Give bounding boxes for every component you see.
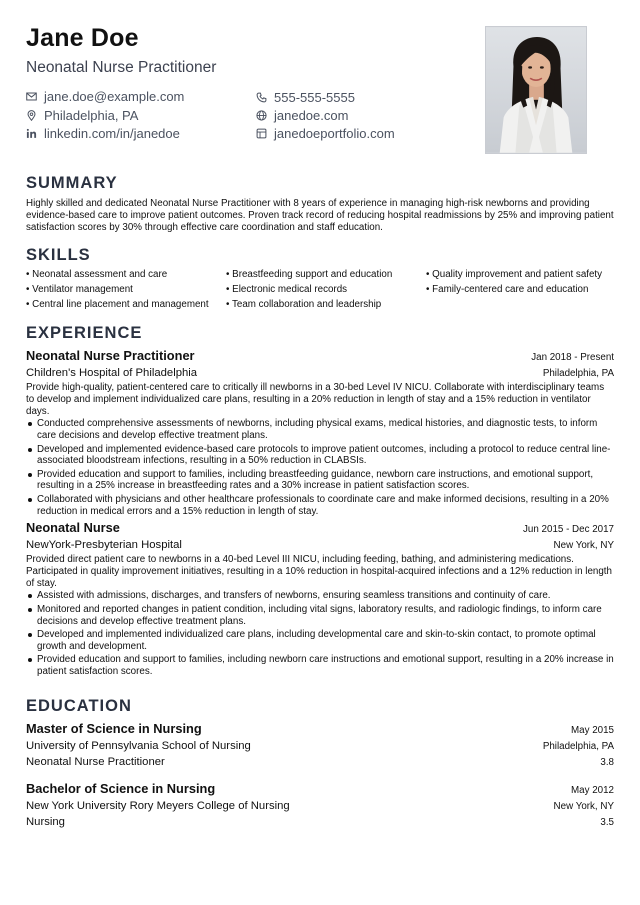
website-text: janedoe.com (274, 107, 349, 123)
gpa-value: 3.8 (600, 757, 614, 768)
degree-date: May 2012 (570, 785, 614, 796)
job-bullet: Provided education and support to families, including breastfeeding guidance, newborn care instructions, and emotional support, resulting in a 25% increase in breastfeeding rates and a 30% increase in patient satisfaction scores. (26, 469, 614, 492)
skill-item: • Central line placement and management (26, 299, 226, 311)
skill-item: • Ventilator management (26, 284, 226, 296)
email-text: jane.doe@example.com (44, 88, 185, 104)
job-bullet: Provided education and support to families, including newborn care instructions and emotional support, resulting in a 20% increase in patient satisfaction scores. (26, 654, 614, 677)
candidate-name: Jane Doe (26, 24, 139, 52)
experience-entry (26, 348, 614, 519)
job-description: Provided direct patient care to newborns in a 40-bed Level III NICU, including feeding, bathing, and administering medications. Participated in quality improvement initiatives, resulting in a 10% reduction in hospital-acquired infections and a 12% reduction in length of stay. (26, 554, 612, 589)
school-location: Philadelphia, PA (542, 741, 614, 752)
school-name: New York University Rory Meyers College of Nursing (26, 800, 290, 812)
school-name: University of Pennsylvania School of Nursing (26, 740, 251, 752)
profile-photo (485, 26, 587, 154)
education-entry (26, 721, 614, 768)
job-bullet: Assisted with admissions, discharges, and transfers of newborns, ensuring seamless transitions and continuity of care. (26, 590, 614, 602)
website-contact[interactable] (256, 107, 348, 123)
degree-date: May 2015 (570, 725, 614, 736)
portfolio-icon (256, 128, 267, 139)
skill-item: • Quality improvement and patient safety (426, 269, 614, 281)
skill-item: • Breastfeeding support and education (226, 269, 426, 281)
job-date: Jan 2018 - Present (531, 352, 614, 363)
job-bullet: Developed and implemented evidence-based care protocols to improve patient outcomes, including a protocol to reduce central line-associated bloodstream infections, resulting in a 50% reduction in CLABSIs. (26, 444, 614, 467)
job-organization: Children's Hospital of Philadelphia (26, 367, 198, 379)
job-bullet: Developed and implemented individualized care plans, including developmental care and skin-to-skin contact, to promote optimal growth and development. (26, 629, 614, 652)
education-heading: EDUCATION (26, 697, 132, 715)
phone-text: 555-555-5555 (274, 89, 355, 105)
gpa-value: 3.5 (600, 817, 614, 828)
portfolio-contact[interactable] (256, 125, 395, 141)
skill-item: • Family-centered care and education (426, 284, 614, 296)
job-location: New York, NY (553, 540, 614, 551)
school-location: New York, NY (553, 801, 614, 812)
job-bullet: Collaborated with physicians and other healthcare professionals to coordinate care and make informed decisions, resulting in a 20% reduction in medical errors and a 15% reduction in length of stay. (26, 494, 614, 517)
phone-contact[interactable] (256, 89, 355, 105)
field-of-study: Neonatal Nurse Practitioner (26, 756, 165, 768)
degree-title: Bachelor of Science in Nursing (26, 781, 216, 796)
job-bullet: Monitored and reported changes in patient condition, including vital signs, laboratory results, and radiologic findings, to inform care decisions and develop effective treatment plans. (26, 604, 614, 627)
portfolio-text: janedoeportfolio.com (274, 125, 395, 141)
job-date: Jun 2015 - Dec 2017 (523, 524, 614, 535)
location-pin-icon (26, 110, 37, 121)
email-contact[interactable] (26, 88, 184, 104)
education-entry (26, 781, 614, 828)
skills-list (26, 269, 614, 310)
linkedin-icon (26, 128, 37, 139)
skill-item: • Team collaboration and leadership (226, 299, 426, 311)
job-bullets (26, 418, 614, 517)
linkedin-contact[interactable] (26, 125, 180, 141)
experience-entry (26, 520, 614, 680)
summary-text: Highly skilled and dedicated Neonatal Nurse Practitioner with 8 years of experience in managing high-risk newborns and providing evidence-based care to improve patient outcomes. Proven track record of reducing hospital readmissions by 25% and improving patient satisfaction scores by 30% through effective care coordination and staff education. (26, 198, 614, 233)
summary-heading: SUMMARY (26, 174, 118, 192)
phone-icon (256, 92, 267, 103)
degree-title: Master of Science in Nursing (26, 721, 202, 736)
experience-heading: EXPERIENCE (26, 324, 143, 342)
job-bullets (26, 590, 614, 677)
mail-icon (26, 91, 37, 102)
location-text: Philadelphia, PA (44, 107, 139, 123)
linkedin-text: linkedin.com/in/janedoe (44, 125, 180, 141)
candidate-title: Neonatal Nurse Practitioner (26, 59, 217, 76)
job-bullet: Conducted comprehensive assessments of newborns, including physical exams, medical histories, and diagnostic tests, to inform care decisions and develop effective treatment plans. (26, 418, 614, 441)
skill-item: • Neonatal assessment and care (26, 269, 226, 281)
job-location: Philadelphia, PA (542, 368, 614, 379)
skills-heading: SKILLS (26, 246, 91, 264)
job-title: Neonatal Nurse Practitioner (26, 348, 195, 363)
globe-icon (256, 110, 267, 121)
location-contact (26, 107, 138, 123)
skill-item: • Electronic medical records (226, 284, 426, 296)
field-of-study: Nursing (26, 816, 65, 828)
portrait-illustration (486, 27, 586, 153)
job-title: Neonatal Nurse (26, 520, 120, 535)
job-organization: NewYork-Presbyterian Hospital (26, 539, 182, 551)
job-description: Provide high-quality, patient-centered care to critically ill newborns in a 30-bed Level IV NICU. Collaborate with interdisciplinary teams to develop and implement individualized care plans, resulting in a 20% reduction in length of stay and a 15% reduction in ventilator days. (26, 382, 605, 417)
